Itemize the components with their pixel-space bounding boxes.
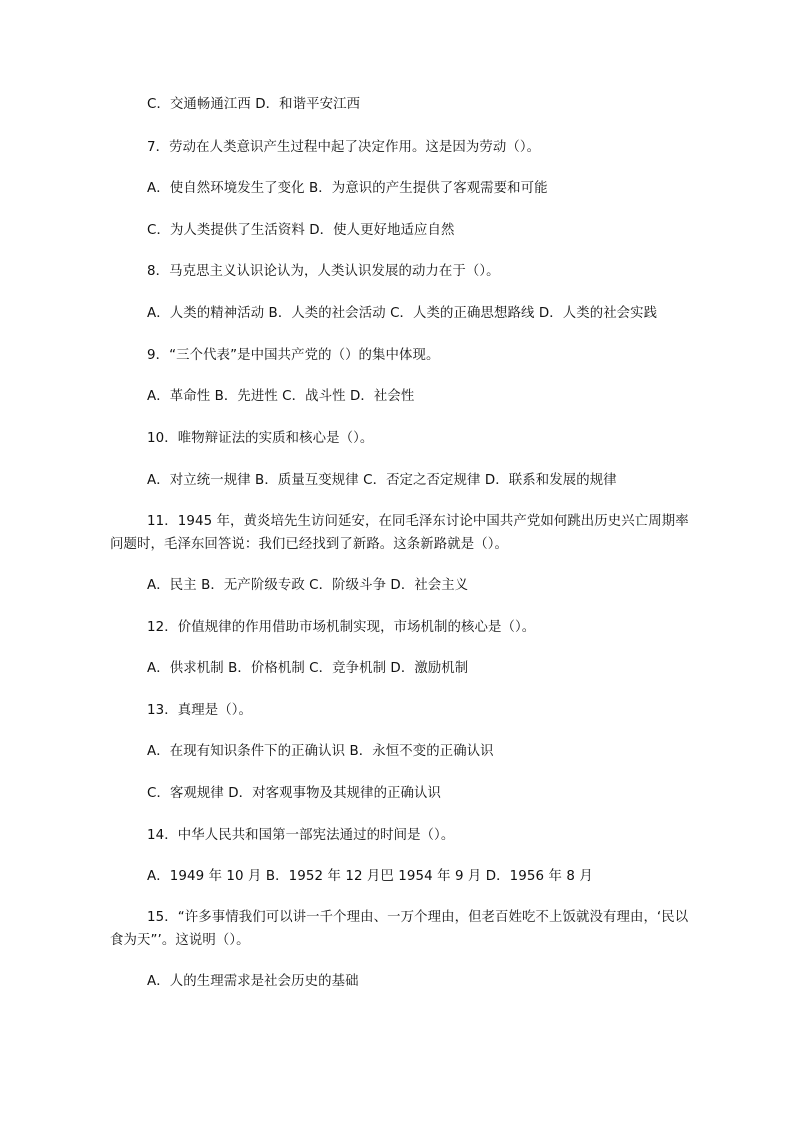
question-8: 8．马克思主义认识论认为，人类认识发展的动力在于（）。 [147,264,500,279]
option-line-q7-cd: C．为人类提供了生活资料 D．使人更好地适应自然 [147,223,455,238]
option-line-q14: A．1949 年 10 月 B．1952 年 12 月巴 1954 年 9 月 D．1956 年 8 月 [147,869,593,884]
question-13: 13．真理是（）。 [147,703,252,718]
option-line-q8: A．人类的精神活动 B．人类的社会活动 C．人类的正确思想路线 D．人类的社会实践 [147,306,658,321]
option-line-q11: A．民主 B．无产阶级专政 C．阶级斗争 D．社会主义 [147,578,469,593]
option-line-q12: A．供求机制 B．价格机制 C．竞争机制 D．激励机制 [147,661,469,676]
option-line-q15-a: A．人的生理需求是社会历史的基础 [147,974,359,989]
question-15: 15．“许多事情我们可以讲一千个理由、一万个理由，但老百姓吃不上饭就没有理由，‘民以食为天”’。这说明（）。 [110,910,689,948]
question-12: 12．价值规律的作用借助市场机制实现，市场机制的核心是（）。 [147,620,536,635]
option-line-q9: A．革命性 B．先进性 C．战斗性 D．社会性 [147,389,415,404]
option-line-q10: A．对立统一规律 B．质量互变规律 C．否定之否定规律 D．联系和发展的规律 [147,473,617,488]
question-11: 11．1945 年，黄炎培先生访问延安，在同毛泽东讨论中国共产党如何跳出历史兴亡周期率问题时，毛泽东回答说：我们已经找到了新路。这条新路就是（）。 [110,514,689,552]
option-line-q6-cd: C．交通畅通江西 D．和谐平安江西 [147,97,361,112]
question-14: 14．中华人民共和国第一部宪法通过的时间是（）。 [147,828,455,843]
question-9: 9．“三个代表”是中国共产党的（）的集中体现。 [147,348,440,363]
option-line-q7-ab: A．使自然环境发生了变化 B．为意识的产生提供了客观需要和可能 [147,181,548,196]
question-10: 10．唯物辩证法的实质和核心是（）。 [147,431,374,446]
option-line-q13-ab: A．在现有知识条件下的正确认识 B．永恒不变的正确认识 [147,744,494,759]
question-7: 7．劳动在人类意识产生过程中起了决定作用。这是因为劳动（）。 [147,140,541,155]
option-line-q13-cd: C．客观规律 D．对客观事物及其规律的正确认识 [147,786,442,801]
